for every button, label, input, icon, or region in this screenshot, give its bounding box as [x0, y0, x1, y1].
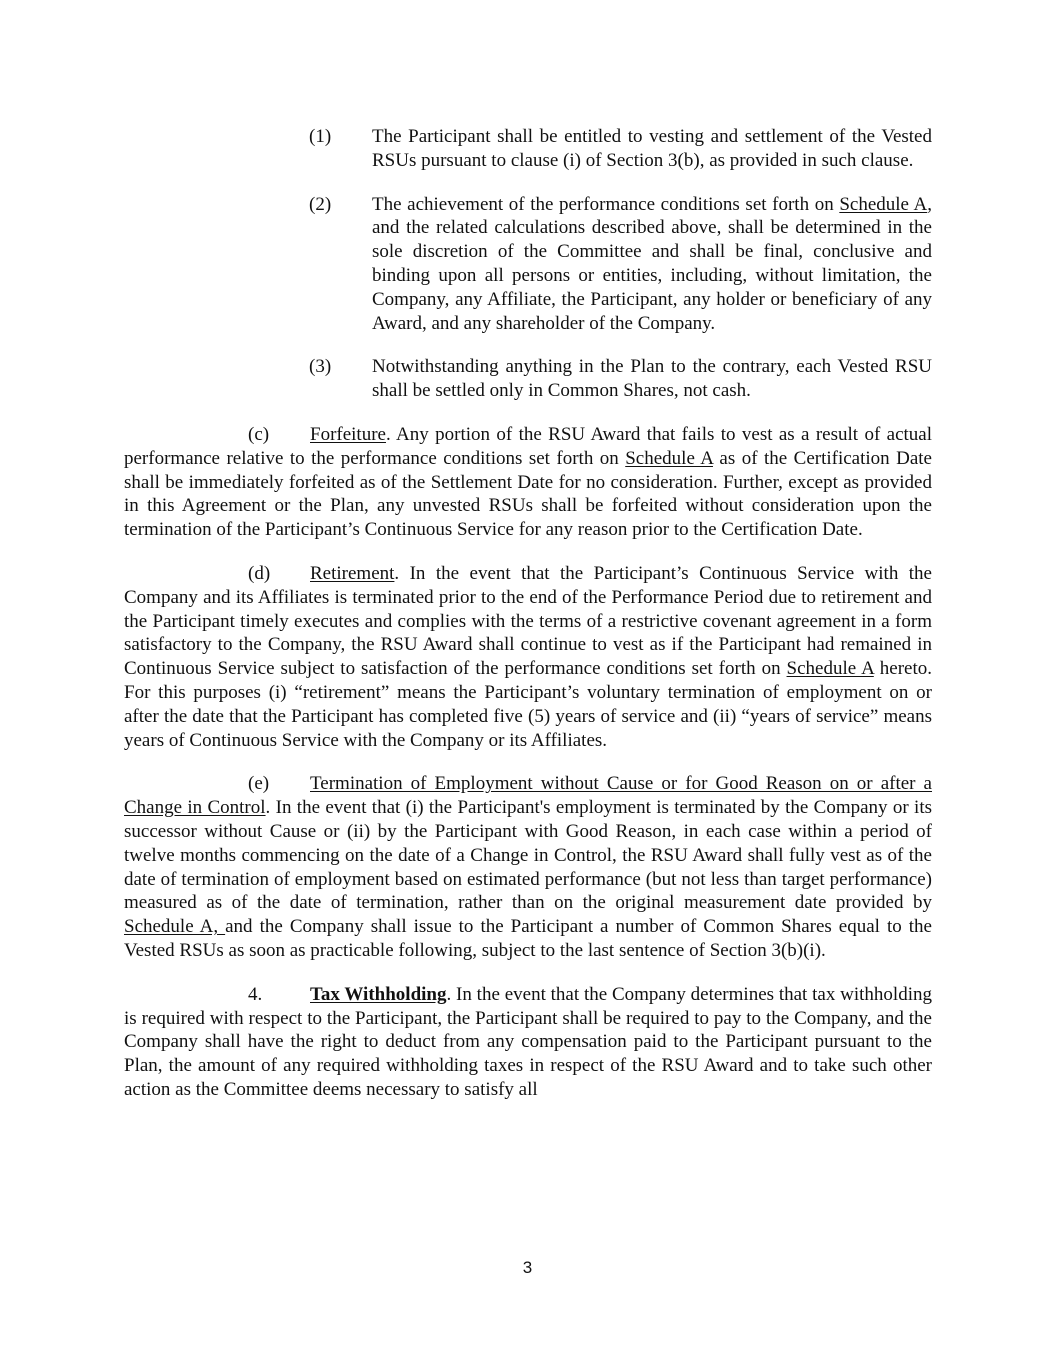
sub-item-text: Notwithstanding anything in the Plan to the contrary, each Vested RSU shall be settled only in Common Shares, not cash.: [372, 356, 932, 402]
schedule-a-reference: Schedule A: [786, 658, 874, 680]
section-text: . In the event that the Company determines that tax withholding is required with respect to the Participant, the Participant shall be required to pay to the Company, and the Company shall have the right to deduct from any compensation paid to the Participant pursuant to the Plan, the amount of any required withholding taxes in respect of the RSU Award and to take such other action as the Committee deems necessary to satisfy all: [124, 983, 932, 1100]
section-text: hereto. For this purposes (i) “retirement” means the Participant’s voluntary termination of employment on or after the date that the Participant has completed five (5) years of service and (ii) “years of service” means years of Continuous Service with the Company or its Affiliates.: [124, 658, 932, 751]
section-heading: Forfeiture: [310, 423, 386, 445]
schedule-a-reference: Schedule A,: [124, 916, 226, 938]
section-heading: Termination of Employment without Cause or for Good Reason on or after a Change in Control: [124, 773, 932, 819]
document-page: [124, 125, 932, 1122]
sub-item-2: [309, 193, 932, 336]
section-label: 4.: [248, 983, 263, 1005]
schedule-a-reference: Schedule A: [839, 193, 928, 215]
section-text: . Any portion of the RSU Award that fails to vest as a result of actual performance relative to the performance conditions set forth on: [124, 423, 932, 469]
section-label: (d): [248, 562, 271, 584]
section-text: and the Company shall issue to the Participant a number of Common Shares equal to the Vested RSUs as soon as practicable following, subject to the last sentence of Section 3(b)(i).: [124, 916, 932, 961]
sub-item-text: The Participant shall be entitled to vesting and settlement of the Vested RSUs pursuant to clause (i) of Section 3(b), as provided in such clause.: [372, 126, 932, 171]
section-c-forfeiture: [124, 423, 932, 542]
section-e-termination: [124, 772, 932, 962]
section-label: (c): [248, 423, 270, 445]
section-text: . In the event that (i) the Participant's employment is terminated by the Company or its successor without Cause or (ii) by the Participant with Good Reason, in each case within a period of twelve months commencing on the date of a Change in Control, the RSU Award shall fully vest as of the date of termination of employment based on estimated performance (but not less than target performance) measured as of the date of termination, rather than on the original measurement date provided by: [124, 797, 932, 914]
sub-item-text: The achievement of the performance conditions set forth on: [372, 193, 840, 215]
sub-item-text: , and the related calculations described above, shall be determined in the sole discretion of the Committee and shall be final, conclusive and binding upon all persons or entities, including, without limitation, the Company, any Affiliate, the Participant, any holder or beneficiary of any Award, and any shareholder of the Company.: [372, 193, 932, 334]
section-heading: Tax Withholding: [310, 983, 447, 1005]
sub-item-3: [309, 355, 932, 403]
page-number: 3: [522, 1258, 533, 1277]
section-d-retirement: [124, 562, 932, 752]
section-4-tax-withholding: [124, 983, 932, 1102]
section-label: (e): [248, 773, 270, 795]
sub-item-number: (1): [309, 126, 332, 147]
sub-item-number: (2): [309, 193, 332, 215]
schedule-a-reference: Schedule A: [625, 447, 713, 469]
section-heading: Retirement: [310, 562, 395, 584]
section-text: . In the event that the Participant’s Continuous Service with the Company and its Affiliates is terminated prior to the end of the Performance Period due to retirement and the Participant timely executes and complies with the terms of a restrictive covenant agreement in a form satisfactory to the Company, the RSU Award shall continue to vest as if the Participant had remained in Continuous Service subject to satisfaction of the performance conditions set forth on: [124, 562, 932, 680]
sub-item-1: [309, 125, 932, 173]
section-text: as of the Certification Date shall be immediately forfeited as of the Settlement Date for no consideration. Further, except as provided in this Agreement or the Plan, any unvested RSUs shall be forfeited without consideration upon the termination of the Participant’s Continuous Service for any reason prior to the Certification Date.: [124, 447, 932, 541]
sub-item-number: (3): [309, 356, 332, 378]
